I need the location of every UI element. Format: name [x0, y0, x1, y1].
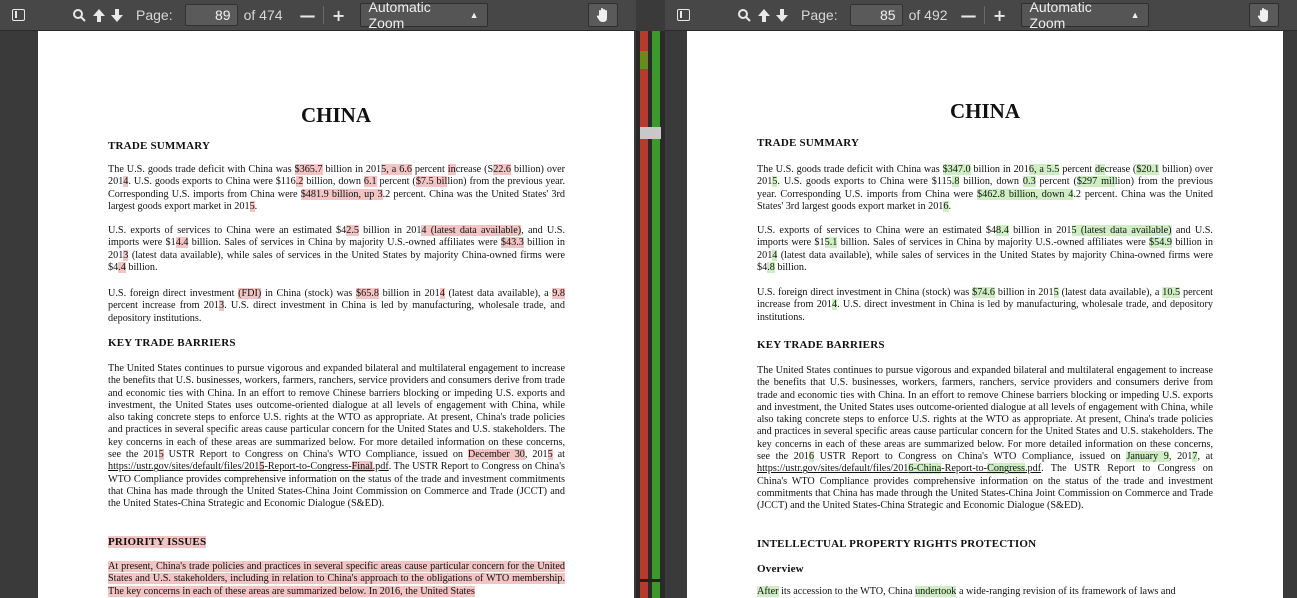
trade-summary-heading: TRADE SUMMARY	[757, 137, 860, 149]
search-icon[interactable]	[68, 4, 90, 26]
right-document-page	[687, 31, 1283, 598]
next-page-icon[interactable]	[773, 4, 791, 26]
sidebar-toggle-icon[interactable]	[669, 4, 697, 26]
hand-tool-icon[interactable]	[588, 3, 618, 27]
gutter-end-marker	[640, 579, 661, 582]
priority-issues-heading: PRIORITY ISSUES	[108, 536, 207, 548]
sidebar-toggle-icon[interactable]	[4, 4, 32, 26]
chevron-updown-icon: ▲︎	[469, 10, 479, 20]
zoom-select-value: Automatic Zoom	[1029, 0, 1092, 31]
right-toolbar	[665, 0, 1297, 31]
previous-page-icon[interactable]	[755, 4, 773, 26]
fdi-paragraph: U.S. foreign direct investment (FDI) in China (stock) was $65.8 billion in 2014 (latest data available), a 9.8 percent increase from 2013. U.S. direct investment in China is led by manufacturing, wholesale trade, and depository institutions.	[108, 288, 565, 324]
services-paragraph: U.S. exports of services to China were an estimated $48.4 billion in 2015 (latest data available) and U.S. imports were $15.1 billion. Sales of services in China by majority U.S.-owned affiliates were $54.9 billion in 2014 (latest data available), while sales of services in the United States by majority China-owned firms were $4.8 billion.	[757, 225, 1213, 273]
key-barriers-paragraph: The United States continues to pursue vigorous and expanded bilateral and multilateral engagement to increase the benefits that U.S. businesses, workers, farmers, ranchers, service providers and consumers derive from trade and economic ties with China. In an effort to remove Chinese barriers blocking or impeding U.S. exports and investment, the United States uses outcome-oriented dialogue at all levels of engagement with China, while also taking concrete steps to enforce U.S. rights at the WTO as appropriate. At present, China's trade policies and practices in several specific areas cause particular concern for the United States and U.S. stakeholders. The key concerns in each of these areas are summarized below. For more detailed information on these concerns, see the 2015 USTR Report to Congress on China's WTO Compliance, issued on December 30, 2015 at https://ustr.gov/sites/default/files/2015-Report-to-Congress-Final.pdf. The USTR Report to Congress on China's WTO Compliance provides comprehensive information on the status of the trade and investment commitments that China has made through the United States-China Joint Commission on Commerce and Trade (JCCT) and the United States-China Strategic and Economic Dialogue (S&ED).	[108, 363, 566, 510]
ipr-heading: INTELLECTUAL PROPERTY RIGHTS PROTECTION	[757, 538, 1037, 550]
insertions-bar	[652, 31, 660, 598]
zoom-in-button[interactable]: +	[992, 5, 1007, 25]
key-trade-barriers-heading: KEY TRADE BARRIERS	[757, 339, 885, 351]
page-title: CHINA	[949, 99, 1020, 123]
key-barriers-paragraph: The United States continues to pursue vigorous and expanded bilateral and multilateral engagement to increase the benefits that U.S. businesses, workers, farmers, ranchers, service providers and consumers derive from trade and economic ties with China. In an effort to remove Chinese barriers blocking or impeding U.S. exports and investment, the United States uses outcome-oriented dialogue at all levels of engagement with China, while also taking concrete steps to enforce U.S. rights at the WTO as appropriate. At present, China's trade policies and practices in several specific areas cause particular concern for the United States and U.S. stakeholders. The key concerns in each of these areas are summarized below. For more detailed information on these concerns, see the 2016 USTR Report to Congress on China's WTO Compliance, issued on January 9, 2017, at https://ustr.gov/sites/default/files/2016-China-Report-to-Congress.pdf. The USTR Report to Congress on China's WTO Compliance provides comprehensive information on the status of the trade and investment commitments that China has made through the United States-China Joint Commission on Commerce and Trade (JCCT) and the United States-China Strategic and Economic Dialogue (S&ED).	[757, 365, 1213, 512]
page-label: Page:	[136, 7, 173, 23]
hand-tool-icon[interactable]	[1249, 3, 1279, 27]
report-link[interactable]: https://ustr.gov/sites/default/files/2015-Report-to-Congress-Final.pdf	[108, 461, 389, 473]
overview-paragraph: After its accession to the WTO, China undertook a wide-ranging revision of its framework of laws and	[757, 586, 1176, 597]
left-document-page	[38, 31, 634, 598]
trade-deficit-paragraph: The U.S. goods trade deficit with China was $365.7 billion in 2015, a 6.6 percent increase (S22.6 billion) over 2014. U.S. goods exports to China were $116.2 billion, down 6.1 percent ($7.5 billion) from the previous year. Corresponding U.S. imports from China were $481.9 billion, up 3.2 percent. China was the United States' 3rd largest goods export market in 2015.	[108, 164, 566, 212]
page-label: Page:	[801, 7, 838, 23]
zoom-out-button[interactable]: —	[299, 5, 316, 25]
scroll-thumb[interactable]	[640, 127, 661, 139]
trade-summary-heading: TRADE SUMMARY	[108, 140, 211, 152]
chevron-updown-icon: ▲︎	[1130, 10, 1140, 20]
left-toolbar	[0, 0, 636, 31]
deletions-bar	[640, 31, 648, 598]
toolbar-divider	[323, 6, 324, 24]
toolbar-divider	[984, 6, 985, 24]
diff-overview-gutter[interactable]	[636, 31, 665, 598]
zoom-select-value: Automatic Zoom	[368, 0, 431, 31]
change-marker	[640, 51, 648, 69]
zoom-out-button[interactable]: —	[960, 5, 977, 25]
page-number-input[interactable]: 85	[850, 4, 903, 26]
trade-deficit-paragraph: The U.S. goods trade deficit with China was $347.0 billion in 2016, a 5.5 percent decrease ($20.1 billion) over 2015. U.S. goods exports to China were $115.8 billion, down 0.3 percent ($297 million) from the previous year. Corresponding U.S. imports from China were $462.8 billion, down 4.2 percent. China was the United States' 3rd largest goods export market in 2016.	[757, 164, 1214, 212]
fdi-paragraph: U.S. foreign direct investment in China (stock) was $74.6 billion in 2015 (latest data available), a 10.5 percent increase from 2014. U.S. direct investment in China is led by manufacturing, wholesale trade, and depository institutions.	[757, 287, 1214, 323]
key-trade-barriers-heading: KEY TRADE BARRIERS	[108, 337, 236, 349]
page-title: CHINA	[300, 103, 371, 127]
page-number-input[interactable]: 89	[185, 4, 238, 26]
services-paragraph: U.S. exports of services to China were an estimated $42.5 billion in 2014 (latest data available), and U.S. imports were $14.4 billion. Sales of services in China by majority U.S.-owned affiliates were $43.3 billion in 2013 (latest data available), while sales of services in the United States by majority China-owned firms were $4.4 billion.	[108, 225, 565, 273]
priority-issues-paragraph: At present, China's trade policies and practices in several specific areas cause particular concern for the United States and U.S. stakeholders, including in relation to China's approach to the obligations of WTO membership. The key concerns in each of these areas are summarized below. In 2016, the United States	[108, 561, 565, 597]
search-icon[interactable]	[733, 4, 755, 26]
zoom-in-button[interactable]: +	[331, 5, 346, 25]
overview-heading: Overview	[757, 563, 804, 575]
zoom-select[interactable]	[360, 0, 488, 31]
previous-page-icon[interactable]	[90, 4, 108, 26]
next-page-icon[interactable]	[108, 4, 126, 26]
report-link[interactable]: https://ustr.gov/sites/default/files/2016-China-Report-to-Congress.pdf	[757, 463, 1042, 475]
zoom-select[interactable]	[1021, 0, 1149, 31]
page-total: of 492	[908, 7, 948, 23]
page-total: of 474	[243, 7, 283, 23]
